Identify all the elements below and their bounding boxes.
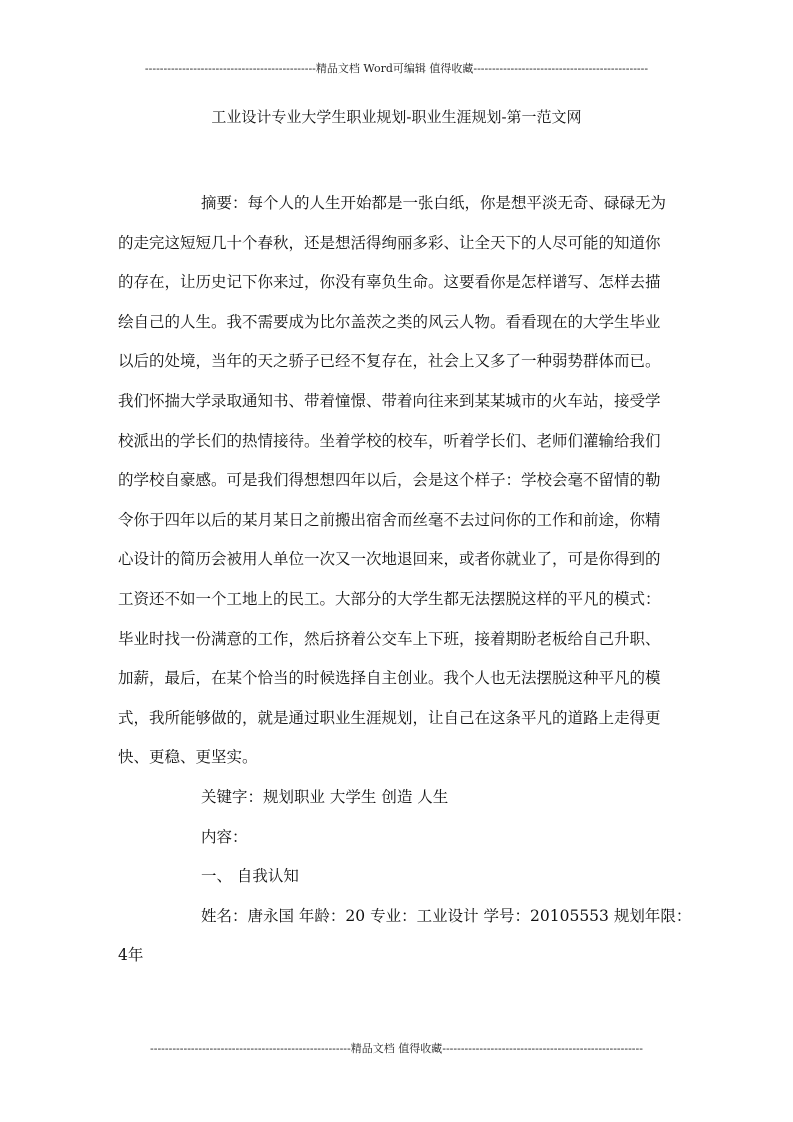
abstract-line: 的走完这短短几十个春秋，还是想活得绚丽多彩、让全天下的人尽可能的知道你 [118, 233, 661, 252]
page-footer: ------------------------------------------------------精品文档 值得收藏------------------------------------------------------ [150, 1042, 643, 1055]
abstract-line: 绘自己的人生。我不需要成为比尔盖茨之类的风云人物。看看现在的大学生毕业 [118, 312, 661, 331]
abstract-line: 我们怀揣大学录取通知书、带着憧憬、带着向往来到某某城市的火车站，接受学 [118, 391, 661, 410]
abstract-line: 毕业时找一份满意的工作，然后挤着公交车上下班，接着期盼老板给自己升职、 [118, 629, 661, 648]
section-heading: 一、 自我认知 [201, 867, 299, 886]
personal-info-continuation: 4年 [118, 946, 144, 965]
abstract-line: 以后的处境，当年的天之骄子已经不复存在，社会上又多了一种弱势群体而已。 [118, 352, 661, 371]
abstract-line: 式，我所能够做的，就是通过职业生涯规划，让自己在这条平凡的道路上走得更 [118, 708, 661, 727]
document-body [118, 184, 692, 976]
abstract-line: 令你于四年以后的某月某日之前搬出宿舍而丝毫不去过问你的工作和前途，你精 [118, 510, 661, 529]
abstract-line: 加薪，最后，在某个恰当的时候选择自主创业。我个人也无法摆脱这种平凡的模 [118, 669, 661, 688]
document-title: 工业设计专业大学生职业规划-职业生涯规划-第一范文网 [211, 108, 582, 126]
content-label: 内容： [201, 827, 248, 846]
abstract-line: 心设计的简历会被用人单位一次又一次地退回来，或者你就业了，可是你得到的 [118, 550, 661, 569]
abstract-line: 校派出的学长们的热情接待。坐着学校的校车，听着学长们、老师们灌输给我们 [118, 431, 661, 450]
page-header: ----------------------------------------------精品文档 Word可编辑 值得收藏----------------------------------------------- [144, 62, 649, 75]
personal-info-line: 姓名：唐永国 年龄：20 专业：工业设计 学号：20105553 规划年限： [201, 906, 692, 925]
abstract-line: 的学校自豪感。可是我们得想想四年以后，会是这个样子：学校会毫不留情的勒 [118, 471, 661, 490]
keywords-line: 关键字：规划职业 大学生 创造 人生 [201, 787, 449, 806]
abstract-line: 工资还不如一个工地上的民工。大部分的大学生都无法摆脱这样的平凡的模式： [118, 589, 661, 608]
abstract-line: 快、更稳、更坚实。 [118, 748, 258, 767]
abstract-line: 摘要：每个人的人生开始都是一张白纸，你是想平淡无奇、碌碌无为 [201, 194, 667, 212]
abstract-line: 的存在，让历史记下你来过，你没有辜负生命。这要看你是怎样谱写、怎样去描 [118, 273, 661, 292]
